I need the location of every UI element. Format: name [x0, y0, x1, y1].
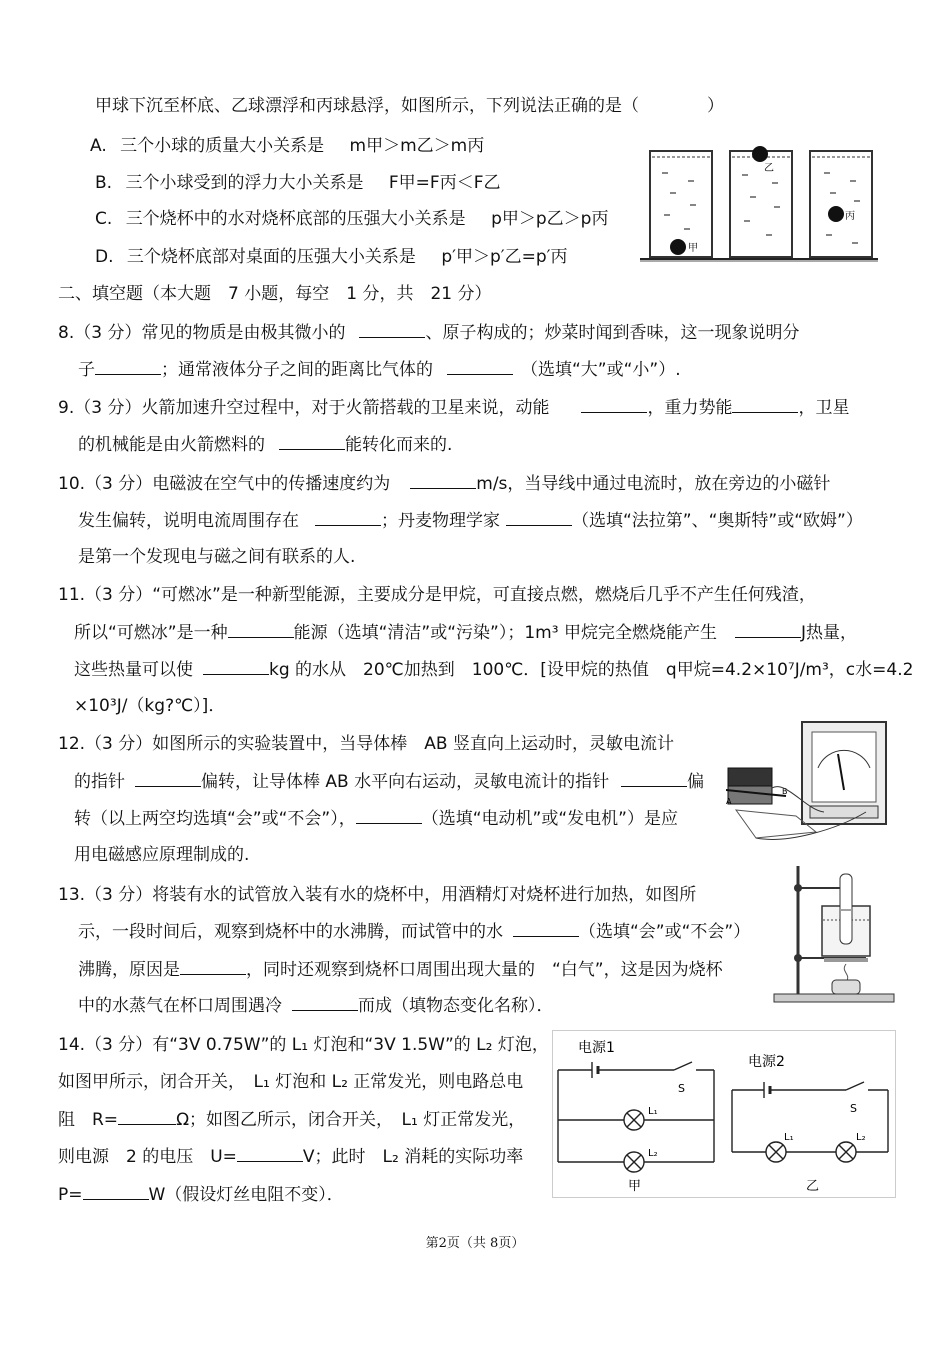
q13-text: 沸腾，原因是: [78, 960, 180, 980]
answer-blank[interactable]: [315, 509, 381, 526]
q12-text: 的指针: [74, 772, 125, 792]
answer-blank[interactable]: [228, 621, 294, 638]
answer-blank[interactable]: [356, 807, 422, 824]
q12-line4: 用电磁感应原理制成的.: [74, 845, 250, 865]
answer-blank[interactable]: [118, 1108, 176, 1125]
q10-text: m/s，当导线中通过电流时，放在旁边的小磁针: [476, 474, 831, 494]
answer-blank[interactable]: [410, 472, 476, 489]
q9-line2: [78, 433, 452, 456]
label-yi: 乙: [806, 1179, 820, 1194]
answer-blank[interactable]: [735, 621, 801, 638]
ball-jia: [670, 239, 686, 255]
q14-line4: [58, 1145, 523, 1168]
q7-option-d: [95, 246, 568, 268]
svg-text:A: A: [726, 797, 732, 806]
answer-blank[interactable]: [135, 770, 201, 787]
svg-text:B: B: [782, 787, 788, 796]
q7-stem: 甲球下沉至杯底、乙球漂浮和丙球悬浮，如图所示，下列说法正确的是（ ）: [95, 96, 724, 116]
q12-text: 转（以上两空均选填“会”或“不会”），: [74, 809, 356, 829]
circuit-jia: [558, 1062, 714, 1172]
beaker-yi: [730, 146, 792, 257]
q12-text: 偏转，让导体棒 AB 水平向右运动，灵敏电流计的指针: [201, 772, 610, 792]
q10-line2: [78, 509, 863, 532]
answer-blank[interactable]: [359, 321, 425, 338]
flame: [844, 964, 847, 982]
beakers-figure: [640, 143, 880, 268]
q11-text: 这些热量可以使: [74, 660, 193, 680]
alcohol-lamp: [832, 980, 860, 994]
q11-text: kg 的水从 20℃加热到 100℃．[设甲烷的热值 q甲烷=4.2×10⁷J/m³，c水=4.2: [269, 660, 914, 680]
label-l2-jia: L₂: [648, 1148, 658, 1159]
answer-blank[interactable]: [292, 994, 358, 1011]
option-formula: p甲＞p乙＞p丙: [491, 209, 609, 229]
q13-line4: [78, 994, 554, 1017]
option-formula: F甲=F丙＜F乙: [388, 173, 501, 193]
answer-blank[interactable]: [279, 433, 345, 450]
q8-line2: [78, 358, 681, 381]
label-l1-yi: L₁: [784, 1132, 794, 1143]
label-source2: 电源2: [748, 1054, 785, 1070]
q14-text: P=: [58, 1185, 83, 1205]
q11-text: 能源（选填“清洁”或“污染”）；1m³ 甲烷完全燃烧能产生: [293, 623, 717, 643]
q8-text: 、原子构成的；炒菜时闻到香味，这一现象说明分: [425, 323, 800, 343]
answer-blank[interactable]: [447, 358, 513, 375]
label-bing: 丙: [845, 211, 855, 222]
q8-text: ；通常液体分子之间的距离比气体的: [161, 360, 433, 380]
label-l2-yi: L₂: [856, 1132, 866, 1143]
q10-text: （选填“法拉第”、“奥斯特”或“欧姆”）: [572, 511, 863, 531]
option-label: C.: [95, 209, 113, 229]
q11-text: J热量，: [800, 623, 857, 643]
q11-line3: [74, 658, 913, 681]
magnet: [728, 768, 772, 788]
q13-text: 而成（填物态变化名称）．: [358, 996, 554, 1016]
option-text: 三个烧杯中的水对烧杯底部的压强大小关系是: [125, 209, 466, 229]
option-text: 三个小球受到的浮力大小关系是: [125, 173, 364, 193]
answer-blank[interactable]: [203, 658, 269, 675]
beaker-bing: [810, 151, 872, 257]
galvanometer-figure: [726, 720, 890, 848]
label-source1: 电源1: [578, 1040, 615, 1056]
q13-text: ，同时还观察到烧杯口周围出现大量的 “白气”，这是因为烧杯: [246, 960, 723, 980]
beaker-jia: [650, 151, 712, 257]
q14-line3: [58, 1108, 525, 1131]
q10-text: ；丹麦物理学家: [381, 511, 500, 531]
q12-text: 偏: [687, 772, 705, 792]
q11-line1: 11.（3 分）“可燃冰”是一种新型能源，主要成分是甲烷，可直接点燃，燃烧后几乎不产生任何残渣，: [58, 585, 816, 605]
q14-line1: 14.（3 分）有“3V 0.75W”的 L₁ 灯泡和“3V 1.5W”的 L₂ 灯泡，: [58, 1035, 549, 1055]
section-heading: 二、填空题（本大题 7 小题，每空 1 分，共 21 分）: [58, 284, 492, 304]
q12-line3: [74, 807, 678, 830]
stand-base: [774, 994, 894, 1002]
q10-text: 10.（3 分）电磁波在空气中的传播速度约为: [58, 474, 391, 494]
page-footer: 第2页（共 8页）: [425, 1236, 525, 1251]
option-label: A.: [90, 136, 107, 156]
q14-line2: 如图甲所示，闭合开关， L₁ 灯泡和 L₂ 正常发光，则电路总电: [58, 1072, 524, 1092]
answer-blank[interactable]: [732, 396, 798, 413]
option-formula: m甲＞m乙＞m丙: [349, 136, 485, 156]
q10-line3: 是第一个发现电与磁之间有联系的人.: [78, 547, 356, 567]
answer-blank[interactable]: [237, 1145, 303, 1162]
answer-blank[interactable]: [180, 958, 246, 975]
label-jia: 甲: [628, 1179, 642, 1194]
q11-text: 所以“可燃冰”是一种: [74, 623, 228, 643]
ball-yi: [752, 146, 768, 162]
option-text: 三个烧杯底部对桌面的压强大小关系是: [126, 247, 416, 267]
q14-text: W（假设灯丝电阻不变）．: [148, 1185, 344, 1205]
answer-blank[interactable]: [621, 770, 687, 787]
q9-text: ，重力势能: [647, 398, 733, 418]
heating-apparatus-figure: [770, 862, 898, 1008]
option-label: B.: [95, 173, 113, 193]
q12-text: （选填“电动机”或“发电机”）是应: [421, 809, 678, 829]
q7-option-c: [95, 208, 608, 230]
q13-text: 示，一段时间后，观察到烧杯中的水沸腾，而试管中的水: [78, 922, 503, 942]
answer-blank[interactable]: [506, 509, 572, 526]
q10-line1: [58, 472, 830, 495]
q14-text: Ω；如图乙所示，闭合开关， L₁ 灯正常发光，: [176, 1110, 526, 1130]
option-formula: p′甲＞p′乙=p′丙: [441, 247, 568, 267]
label-jia: 甲: [688, 243, 698, 254]
q12-line1: 12.（3 分）如图所示的实验装置中，当导体棒 AB 竖直向上运动时，灵敏电流计: [58, 734, 674, 754]
q8-text: （选填“大”或“小”）.: [521, 360, 681, 380]
circuit-figure: [552, 1030, 896, 1198]
q13-text: 中的水蒸气在杯口周围遇冷: [78, 996, 282, 1016]
q9-text: ，卫星: [798, 398, 850, 418]
circuit-yi: [732, 1082, 888, 1162]
q8-text: 8.（3 分）常见的物质是由极其微小的: [58, 323, 346, 343]
q11-line4: ×10³J/（kg?℃）]．: [74, 696, 226, 716]
q13-text: （选填“会”或“不会”）: [579, 922, 751, 942]
q13-line2: [78, 920, 750, 943]
option-text: 三个小球的质量大小关系是: [120, 136, 325, 156]
q14-line5: [58, 1183, 344, 1206]
q10-text: 发生偏转，说明电流周围存在: [78, 511, 299, 531]
test-tube: [840, 874, 852, 944]
answer-blank[interactable]: [95, 358, 161, 375]
q7-option-b: [95, 172, 500, 194]
answer-blank[interactable]: [581, 396, 647, 413]
q8-text: 子: [78, 360, 95, 380]
q14-text: 阻 R=: [58, 1110, 119, 1130]
q7-option-a: [90, 135, 484, 157]
q8-line1: [58, 321, 799, 344]
label-l1-jia: L₁: [648, 1106, 658, 1117]
q9-text: 9.（3 分）火箭加速升空过程中，对于火箭搭载的卫星来说，动能: [58, 398, 550, 418]
ball-bing: [828, 206, 844, 222]
q9-line1: [58, 396, 849, 419]
q14-text: 则电源 2 的电压 U=: [58, 1147, 237, 1167]
q9-text: 能转化而来的.: [345, 435, 453, 455]
q11-line2: [74, 621, 857, 644]
label-yi: 乙: [764, 163, 774, 174]
q9-text: 的机械能是由火箭燃料的: [78, 435, 265, 455]
q13-line1: 13.（3 分）将装有水的试管放入装有水的烧杯中，用酒精灯对烧杯进行加热，如图所: [58, 885, 697, 905]
q12-line2: [74, 770, 704, 793]
label-switch-yi: S: [850, 1102, 857, 1115]
label-switch-jia: S: [678, 1082, 685, 1095]
answer-blank[interactable]: [83, 1183, 149, 1200]
q14-text: V；此时 L₂ 消耗的实际功率: [302, 1147, 524, 1167]
option-label: D.: [95, 247, 114, 267]
answer-blank[interactable]: [513, 920, 579, 937]
q13-line3: [78, 958, 723, 981]
